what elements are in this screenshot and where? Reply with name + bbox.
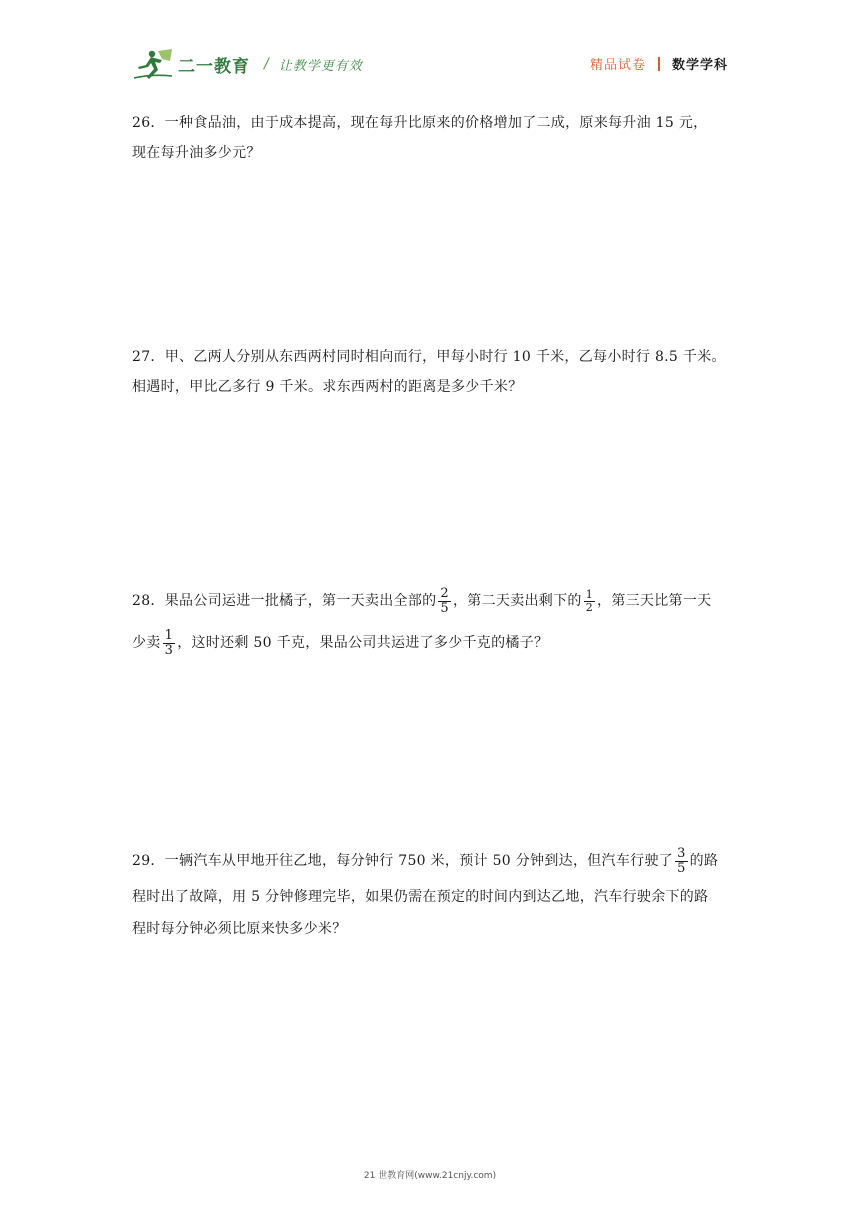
question-28-text-5: ，这时还剩 50 千克，果品公司共运进了多少千克的橘子？ bbox=[177, 635, 549, 651]
question-27-line-1: 27．甲、乙两人分别从东西两村同时相向而行，甲每小时行 10 千米，乙每小时行 8.5 千米。 bbox=[132, 349, 726, 365]
header-right bbox=[590, 54, 728, 73]
question-26 bbox=[132, 108, 732, 168]
fraction-one-third bbox=[163, 629, 176, 658]
fraction-three-fifths bbox=[675, 847, 688, 876]
question-26-line-1: 26．一种食品油，由于成本提高，现在每升比原来的价格增加了二成，原来每升油 15 元， bbox=[132, 115, 708, 131]
fraction-numerator: 3 bbox=[677, 845, 686, 861]
question-29 bbox=[132, 840, 732, 946]
fraction-one-half bbox=[584, 589, 595, 614]
fraction-denominator: 5 bbox=[677, 860, 686, 876]
question-28-text-1: 28．果品公司运进一批橘子，第一天卖出全部的 bbox=[132, 593, 437, 609]
header-divider bbox=[658, 57, 660, 71]
question-29-line-2: 程时出了故障，用 5 分钟修理完毕，如果仍需在预定的时间内到达乙地，汽车行驶余下的路 bbox=[132, 889, 709, 905]
question-27-line-2: 相遇时，甲比乙多行 9 千米。求东西两村的距离是多少千米？ bbox=[132, 379, 523, 395]
question-28-text-2: ，第二天卖出剩下的 bbox=[453, 593, 582, 609]
question-29-text-1: 29．一辆汽车从甲地开往乙地，每分钟行 750 米，预计 50 分钟到达，但汽车行驶了 bbox=[132, 853, 674, 869]
question-27 bbox=[132, 342, 732, 402]
question-26-line-2: 现在每升油多少元？ bbox=[132, 145, 261, 161]
brand-name: 二一教育 bbox=[178, 56, 250, 77]
question-29-line-1 bbox=[132, 840, 732, 882]
fraction-denominator: 3 bbox=[164, 642, 174, 658]
fraction-numerator: 1 bbox=[585, 587, 594, 601]
page-header bbox=[132, 46, 728, 82]
subject-label: 数学学科 bbox=[671, 58, 728, 73]
question-29-text-2: 的路 bbox=[689, 853, 719, 869]
question-28-line-1 bbox=[132, 580, 732, 622]
page-footer: 21 世教育网(www.21cnjy.com) bbox=[363, 1171, 497, 1181]
question-29-line-3: 程时每分钟必须比原来快多少米？ bbox=[132, 921, 347, 937]
runner-logo-icon bbox=[132, 47, 176, 81]
question-28-text-3: ，第三天比第一天 bbox=[597, 593, 712, 609]
question-28 bbox=[132, 580, 732, 664]
fraction-numerator: 1 bbox=[164, 627, 174, 643]
fraction-two-fifths bbox=[438, 587, 451, 616]
fraction-denominator: 2 bbox=[585, 600, 594, 614]
question-28-line-2 bbox=[132, 622, 732, 664]
brand-slogan: 让教学更有效 bbox=[278, 58, 363, 74]
header-slash: / bbox=[264, 56, 269, 72]
brand-logo bbox=[132, 46, 363, 82]
fraction-numerator: 2 bbox=[440, 585, 449, 601]
paper-type-label: 精品试卷 bbox=[589, 58, 646, 73]
fraction-denominator: 5 bbox=[440, 600, 449, 616]
question-28-text-4: 少卖 bbox=[132, 635, 161, 651]
